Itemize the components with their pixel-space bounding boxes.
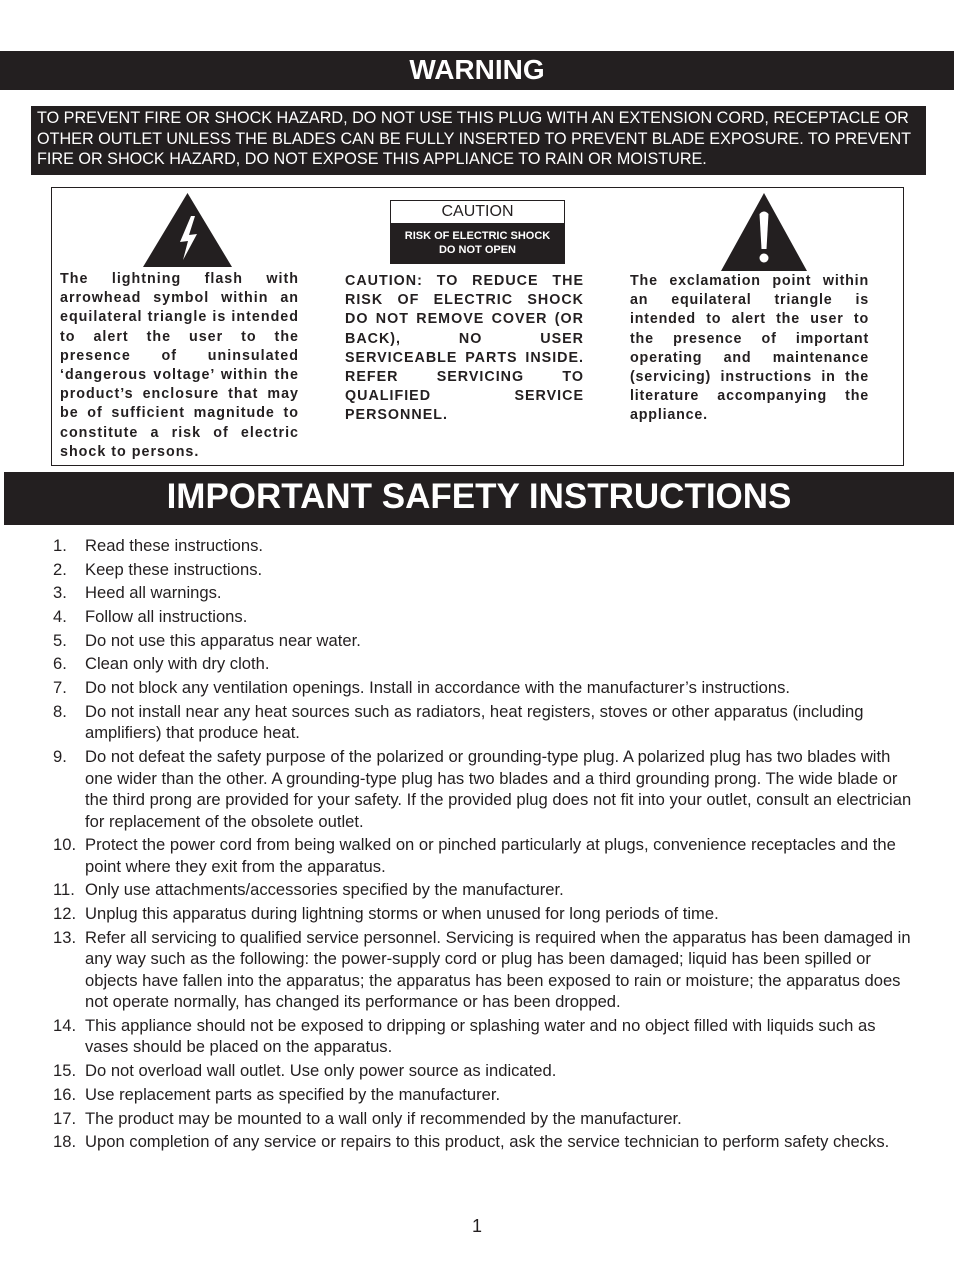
instruction-number: 9. xyxy=(53,747,67,766)
instruction-item xyxy=(53,535,913,557)
instruction-item xyxy=(53,903,913,925)
instruction-text: Only use attachments/accessories specified by the manufacturer. xyxy=(85,880,564,900)
instruction-item xyxy=(53,559,913,581)
caution-label xyxy=(390,200,565,264)
page-number: 1 xyxy=(471,1216,482,1236)
instruction-item xyxy=(53,677,913,699)
instruction-item xyxy=(53,606,913,628)
instruction-item xyxy=(53,630,913,652)
instruction-text: The product may be mounted to a wall only if recommended by the manufacturer. xyxy=(85,1108,682,1128)
lightning-flash-icon xyxy=(142,192,233,273)
safety-symbols-panel xyxy=(51,187,904,466)
instruction-number: 7. xyxy=(53,678,67,698)
instruction-number: 15. xyxy=(53,1061,77,1081)
caution-description: CAUTION: TO REDUCE THE RISK OF ELECTRIC SHOCK DO NOT REMOVE COVER (OR BACK), NO USER SERVICEABLE PARTS INSIDE. REFER SERVICING TO QUALIFIED SERVICE PERSONNEL. xyxy=(345,273,584,424)
instruction-number: 13. xyxy=(53,927,77,947)
instruction-number: 3. xyxy=(53,583,67,603)
exclamation-point-icon xyxy=(720,192,808,277)
instruction-text: Refer all servicing to qualified service personnel. Servicing is required when the apparatus has been damaged in any way such as the following: the power-supply cord or plug has been damaged; liquid has been spilled or objects have fallen into the apparatus; the apparatus has been exposed to rain or moisture; the apparatus does not operate normally, has changed its performance or has been dropped. xyxy=(85,927,911,1012)
instruction-number: 5. xyxy=(53,630,67,650)
instruction-text: Protect the power cord from being walked on or pinched particularly at plugs, convenience receptacles and the point where they exit from the apparatus. xyxy=(85,835,896,876)
instruction-number: 16. xyxy=(53,1084,77,1104)
instruction-text: Follow all instructions. xyxy=(85,607,248,627)
safety-instructions-list xyxy=(53,535,913,1155)
exclamation-description: The exclamation point within an equilateral triangle is intended to alert the user to the presence of important operating and maintenance (servicing) instructions in the literature accompanying the appliance. xyxy=(630,273,869,424)
instruction-item xyxy=(53,1015,913,1058)
caution-label-warning xyxy=(391,223,564,263)
instruction-item xyxy=(53,927,913,1013)
instruction-text: Use replacement parts as specified by the manufacturer. xyxy=(85,1084,501,1104)
instruction-number: 2. xyxy=(53,559,67,579)
instruction-text: Do not block any ventilation openings. Install in accordance with the manufacturer’s instructions. xyxy=(85,678,791,698)
instruction-number: 11. xyxy=(53,880,75,900)
caution-label-title: CAUTION xyxy=(391,201,564,223)
instruction-text: Unplug this apparatus during lightning storms or when unused for long periods of time. xyxy=(85,904,719,924)
instruction-number: 1. xyxy=(53,536,67,555)
instruction-number: 4. xyxy=(53,607,67,627)
instruction-text: Do not defeat the safety purpose of the polarized or grounding-type plug. A polarized plug has two blades with one wider than the other. A grounding-type plug has two blades and a third grounding prong. The wide blade or the third prong are provided for your safety. If the provided plug does not fit into your outlet, consult an electrician for replacement of the obsolete outlet. xyxy=(85,747,912,831)
instruction-text: Do not use this apparatus near water. xyxy=(85,630,361,650)
instruction-item xyxy=(53,834,913,877)
instruction-item xyxy=(53,1131,913,1153)
instruction-number: 12. xyxy=(53,904,77,924)
instruction-text: Read these instructions. xyxy=(85,536,264,555)
instruction-text: This appliance should not be exposed to dripping or splashing water and no object filled with liquids such as vases should be placed on the apparatus. xyxy=(85,1015,876,1057)
instruction-text: Heed all warnings. xyxy=(85,583,222,603)
caution-label-line2: DO NOT OPEN xyxy=(438,244,516,256)
instruction-number: 17. xyxy=(53,1108,77,1128)
lightning-description: The lightning flash with arrowhead symbol within an equilateral triangle is intended to alert the user to the presence of uninsulated ‘dangerous voltage’ within the product’s enclosure that may be of sufficient magnitude to constitute a risk of electric shock to persons. xyxy=(60,271,299,460)
instruction-text: Keep these instructions. xyxy=(85,559,263,579)
instruction-number: 8. xyxy=(53,701,67,721)
caution-label-line1: RISK OF ELECTRIC SHOCK xyxy=(404,230,551,242)
safety-instructions-heading: IMPORTANT SAFETY INSTRUCTIONS xyxy=(4,472,954,525)
instruction-number: 18. xyxy=(53,1132,77,1152)
instruction-number: 6. xyxy=(53,654,67,674)
instruction-item xyxy=(53,653,913,675)
instruction-number: 14. xyxy=(53,1015,77,1035)
instruction-text: Do not install near any heat sources such as radiators, heat registers, stoves or other apparatus (including amplifiers) that produce heat. xyxy=(85,701,864,743)
instruction-item xyxy=(53,1084,913,1106)
instruction-number: 10. xyxy=(53,835,77,855)
instruction-text: Clean only with dry cloth. xyxy=(85,654,270,674)
instruction-item xyxy=(53,879,913,901)
warning-heading: WARNING xyxy=(0,51,954,90)
warning-text: TO PREVENT FIRE OR SHOCK HAZARD, DO NOT USE THIS PLUG WITH AN EXTENSION CORD, RECEPTACLE OR OTHER OUTLET UNLESS THE BLADES CAN BE FULLY INSERTED TO PREVENT BLADE EXPOSURE. TO PREVENT FIRE OR SHOCK HAZARD, DO NOT EXPOSE THIS APPLIANCE TO RAIN OR MOISTURE. xyxy=(31,106,926,175)
instruction-text: Upon completion of any service or repairs to this product, ask the service technician to perform safety checks. xyxy=(85,1132,890,1152)
instruction-item xyxy=(53,701,913,744)
instruction-item xyxy=(53,746,913,832)
instruction-item xyxy=(53,1108,913,1130)
instruction-text: Do not overload wall outlet. Use only power source as indicated. xyxy=(85,1061,557,1081)
instruction-item xyxy=(53,1060,913,1082)
instruction-item xyxy=(53,582,913,604)
